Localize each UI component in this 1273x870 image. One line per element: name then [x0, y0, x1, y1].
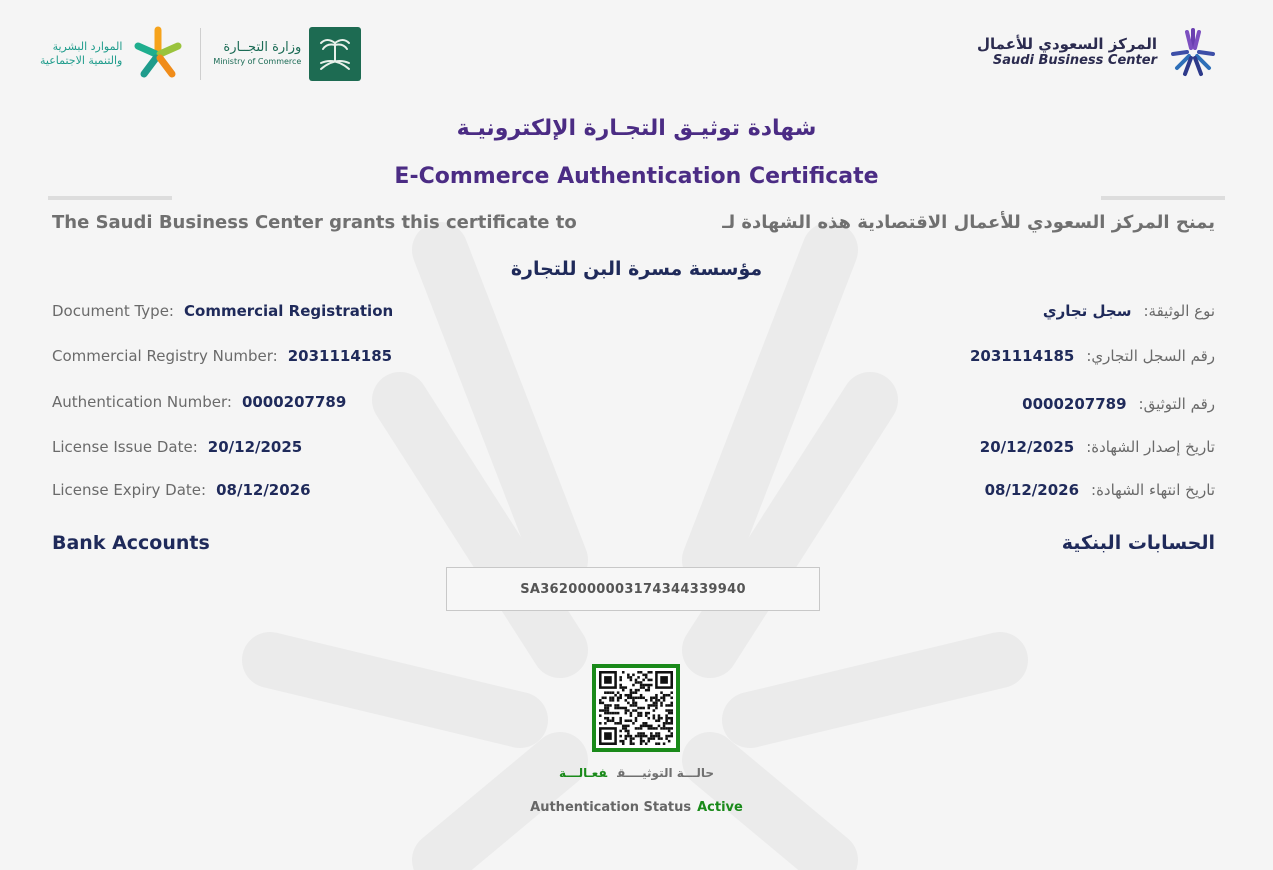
detail-label: نوع الوثيقة:: [1143, 302, 1215, 320]
logo-divider: [200, 28, 201, 80]
hr-logo-line2: والتنمية الاجتماعية: [40, 54, 123, 67]
grant-statement-ar: يمنح المركز السعودي للأعمال الاقتصادية هذه الشهادة لـ: [722, 212, 1215, 233]
authentication-status-en: [0, 800, 1273, 815]
government-logos: [40, 24, 361, 84]
detail-value: 08/12/2026: [984, 481, 1080, 499]
qr-code-icon: [599, 671, 673, 745]
sbc-logo: [977, 24, 1221, 80]
detail-value: 08/12/2026: [216, 481, 311, 499]
detail-value: Commercial Registration: [184, 302, 394, 320]
detail-value: 2031114185: [969, 347, 1075, 365]
moc-logo-text: [213, 40, 301, 68]
detail-row-expiry-date-ar: [985, 481, 1215, 499]
detail-row-cr-number-en: [52, 347, 392, 365]
status-value-ar: فعـالـــة: [558, 766, 608, 780]
detail-value: سجل تجاري: [1042, 302, 1132, 320]
moc-logo-en: Ministry of Commerce: [213, 57, 302, 66]
detail-row-issue-date-ar: [980, 438, 1215, 456]
sbc-logo-en: Saudi Business Center: [992, 53, 1157, 68]
detail-row-issue-date-en: [52, 438, 302, 456]
detail-label: تاريخ انتهاء الشهادة:: [1091, 481, 1215, 499]
detail-label: License Expiry Date:: [52, 481, 207, 499]
palm-swords-emblem-icon: [309, 27, 361, 81]
detail-label: رقم السجل التجاري:: [1086, 347, 1215, 365]
detail-value: 0000207789: [1022, 395, 1127, 413]
status-label-ar: حالـــة التوثيــــق: [617, 766, 715, 780]
detail-value: 2031114185: [287, 347, 393, 365]
qr-code[interactable]: [592, 664, 680, 752]
certificate-title-ar: شهادة توثيـق التجـارة الإلكترونيـة: [456, 116, 817, 141]
bank-accounts-heading-en: Bank Accounts: [52, 532, 210, 554]
detail-row-cr-number-ar: [970, 347, 1215, 365]
detail-label: Authentication Number:: [52, 393, 232, 411]
grant-statement-en: The Saudi Business Center grants this certificate to: [52, 212, 577, 233]
moc-logo-ar: وزارة التجــارة: [223, 40, 302, 55]
certificate-title-en: E-Commerce Authentication Certificate: [394, 164, 879, 189]
detail-label: License Issue Date:: [52, 438, 198, 456]
hr-logo-line1: الموارد البشرية: [52, 40, 123, 53]
authentication-status-ar: [0, 766, 1273, 780]
detail-label: تاريخ إصدار الشهادة:: [1086, 438, 1215, 456]
detail-label: رقم التوثيق:: [1138, 395, 1215, 413]
company-name: مؤسسة مسرة البن للتجارة: [510, 258, 763, 280]
hr-star-icon: [128, 24, 188, 84]
detail-row-auth-number-ar: [1022, 395, 1215, 413]
bank-accounts-heading-ar: الحسابات البنكية: [1061, 532, 1215, 554]
sbc-star-icon: [1165, 24, 1221, 80]
detail-value: 20/12/2025: [979, 438, 1075, 456]
iban-box: SA3620000003174344339940: [446, 567, 820, 611]
detail-value: 0000207789: [241, 393, 347, 411]
status-label-en: Authentication Status: [530, 800, 692, 815]
detail-row-expiry-date-en: [52, 481, 311, 499]
status-value-en: Active: [697, 800, 743, 815]
hr-logo-text: [40, 40, 122, 68]
detail-row-auth-number-en: [52, 393, 346, 411]
detail-label: Commercial Registry Number:: [52, 347, 278, 365]
title-rule-left: [48, 196, 172, 200]
detail-row-document-type-ar: [1043, 302, 1215, 320]
sbc-logo-ar: المركز السعودي للأعمال: [977, 35, 1157, 53]
detail-label: Document Type:: [52, 302, 174, 320]
title-rule-right: [1101, 196, 1225, 200]
detail-row-document-type-en: [52, 302, 393, 320]
detail-value: 20/12/2025: [207, 438, 303, 456]
